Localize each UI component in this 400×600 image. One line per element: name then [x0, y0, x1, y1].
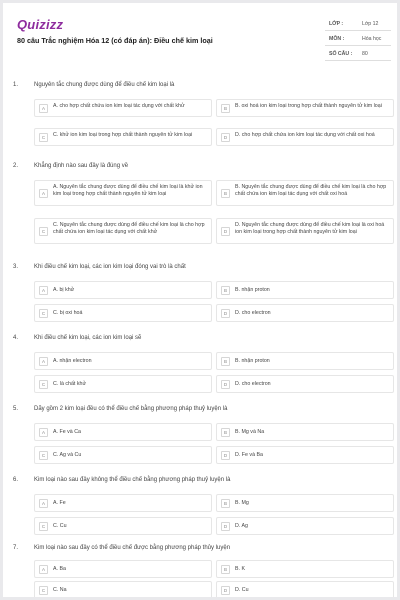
option-b[interactable] — [216, 494, 394, 512]
quizizz-logo: Quizizz — [17, 17, 64, 32]
option-letter: C — [39, 586, 48, 595]
option-c[interactable] — [34, 128, 212, 146]
option-text: D. Fe và Ba — [235, 452, 263, 458]
option-letter: A — [39, 286, 48, 295]
question-text: Kim loại nào sau đây có thể điều chế được bằng phương pháp thủy luyện — [34, 545, 231, 551]
option-text: B. K — [235, 566, 246, 572]
option-text: A. Fe và Ca — [53, 429, 81, 435]
page-title: 80 câu Trắc nghiệm Hóa 12 (có đáp án): Điều chế kim loại — [17, 36, 213, 45]
option-a[interactable] — [34, 281, 212, 299]
question-text: Dãy gồm 2 kim loại đều có thể điều chế bằng phương pháp thuỷ luyện là — [34, 406, 228, 412]
option-text: C. khử ion kim loại trong hợp chất thành nguyên tử kim loại — [53, 132, 193, 138]
option-letter: D — [221, 227, 230, 236]
option-letter: D — [221, 309, 230, 318]
option-c[interactable] — [34, 218, 212, 244]
option-letter: A — [39, 357, 48, 366]
option-letter: C — [39, 451, 48, 460]
option-text: C. bị oxi hoá — [53, 310, 83, 316]
option-letter: C — [39, 227, 48, 236]
option-a[interactable] — [34, 99, 212, 117]
question-text: Nguyên tắc chung được dùng để điều chế kim loại là — [34, 82, 175, 88]
option-letter: B — [221, 357, 230, 366]
question-text: Kim loại nào sau đây không thể điều chế bằng phương pháp thuỷ luyện là — [34, 477, 231, 483]
option-text: A. bị khử — [53, 287, 75, 293]
option-a[interactable] — [34, 560, 212, 578]
option-text: B. oxi hoá ion kim loại trong hợp chất thành nguyên tử kim loại — [235, 103, 382, 109]
option-letter: B — [221, 565, 230, 574]
option-text: C. Ag và Cu — [53, 452, 82, 458]
question-number: 6. — [13, 477, 19, 483]
option-text: D. Nguyên tắc chung được dùng để điều chế kim loại là oxi hoá ion kim loại trong hợp chất thành nguyên tử kim loại — [235, 222, 385, 235]
question-text: Khẳng định nào sau đây là đúng về — [34, 163, 129, 169]
option-text: D. cho electron — [235, 310, 271, 316]
option-text: C. Na — [53, 587, 67, 593]
option-letter: B — [221, 428, 230, 437]
option-letter: B — [221, 286, 230, 295]
option-text: B. Nguyên tắc chung được dùng để điều chế kim loại là cho hợp chất chứa ion kim loại tác dụng với chất oxi hoá — [235, 184, 387, 197]
option-a[interactable] — [34, 423, 212, 441]
option-a[interactable] — [34, 180, 212, 206]
option-text: D. cho electron — [235, 381, 271, 387]
option-c[interactable] — [34, 375, 212, 393]
option-d[interactable] — [216, 128, 394, 146]
meta-label: LỚP : — [329, 21, 344, 27]
option-text: A. nhận electron — [53, 358, 92, 364]
option-a[interactable] — [34, 494, 212, 512]
option-text: B. nhận proton — [235, 287, 270, 293]
option-letter: D — [221, 586, 230, 595]
option-letter: D — [221, 451, 230, 460]
option-b[interactable] — [216, 423, 394, 441]
option-letter: C — [39, 133, 48, 142]
option-c[interactable] — [34, 446, 212, 464]
option-text: D. Cu — [235, 587, 249, 593]
option-text: A. Nguyên tắc chung được dùng để điều chế kim loại là khử ion kim loại trong hợp chất thành nguyên tử kim loại — [53, 184, 203, 197]
question-text: Khi điều chế kim loại, các ion kim loại sẽ — [34, 335, 142, 341]
option-letter: C — [39, 380, 48, 389]
question-number: 5. — [13, 406, 19, 412]
question-number: 7. — [13, 545, 19, 551]
option-letter: A — [39, 428, 48, 437]
option-letter: D — [221, 380, 230, 389]
option-text: C. Nguyên tắc chung được dùng để điều chế kim loại là cho hợp chất chứa ion kim loại tác dụng với chất khử — [53, 222, 205, 235]
option-d[interactable] — [216, 446, 394, 464]
meta-label: MÔN : — [329, 36, 345, 42]
option-d[interactable] — [216, 375, 394, 393]
option-c[interactable] — [34, 304, 212, 322]
option-d[interactable] — [216, 517, 394, 535]
meta-table — [325, 16, 391, 61]
meta-row-subject — [325, 31, 391, 46]
worksheet-header — [3, 3, 397, 65]
option-letter: A — [39, 565, 48, 574]
option-b[interactable] — [216, 352, 394, 370]
question-number: 1. — [13, 82, 19, 88]
option-text: C. là chất khử — [53, 381, 86, 387]
option-text: A. Ba — [53, 566, 66, 572]
option-letter: B — [221, 499, 230, 508]
option-text: B. Mg — [235, 500, 249, 506]
meta-value: 80 — [362, 51, 368, 57]
option-b[interactable] — [216, 281, 394, 299]
option-text: D. Ag — [235, 523, 248, 529]
question-number: 4. — [13, 335, 19, 341]
option-b[interactable] — [216, 180, 394, 206]
meta-label: SỐ CÂU : — [329, 51, 353, 57]
option-text: B. nhận proton — [235, 358, 270, 364]
option-letter: B — [221, 104, 230, 113]
meta-value: Hóa học — [362, 36, 382, 42]
option-text: D. cho hợp chất chứa ion kim loại tác dụng với chất oxi hoá — [235, 132, 375, 138]
option-b[interactable] — [216, 99, 394, 117]
meta-row-count — [325, 46, 391, 61]
meta-row-class — [325, 16, 391, 31]
option-d[interactable] — [216, 218, 394, 244]
meta-value: Lớp 12 — [362, 21, 379, 27]
option-letter: D — [221, 522, 230, 531]
option-c[interactable] — [34, 581, 212, 597]
option-d[interactable] — [216, 581, 394, 597]
option-letter: A — [39, 499, 48, 508]
option-a[interactable] — [34, 352, 212, 370]
option-b[interactable] — [216, 560, 394, 578]
option-text: A. Fe — [53, 500, 66, 506]
question-number: 2. — [13, 163, 19, 169]
option-d[interactable] — [216, 304, 394, 322]
option-letter: A — [39, 104, 48, 113]
option-letter: A — [39, 189, 48, 198]
option-letter: D — [221, 133, 230, 142]
option-text: C. Cu — [53, 523, 67, 529]
question-text: Khi điều chế kim loại, các ion kim loại đóng vai trò là chất — [34, 264, 186, 270]
question-number: 3. — [13, 264, 19, 270]
option-letter: B — [221, 189, 230, 198]
option-letter: C — [39, 309, 48, 318]
worksheet-page — [3, 3, 397, 597]
option-text: A. cho hợp chất chứa ion kim loại tác dụng với chất khử — [53, 103, 185, 109]
option-letter: C — [39, 522, 48, 531]
option-text: B. Mg và Na — [235, 429, 265, 435]
option-c[interactable] — [34, 517, 212, 535]
